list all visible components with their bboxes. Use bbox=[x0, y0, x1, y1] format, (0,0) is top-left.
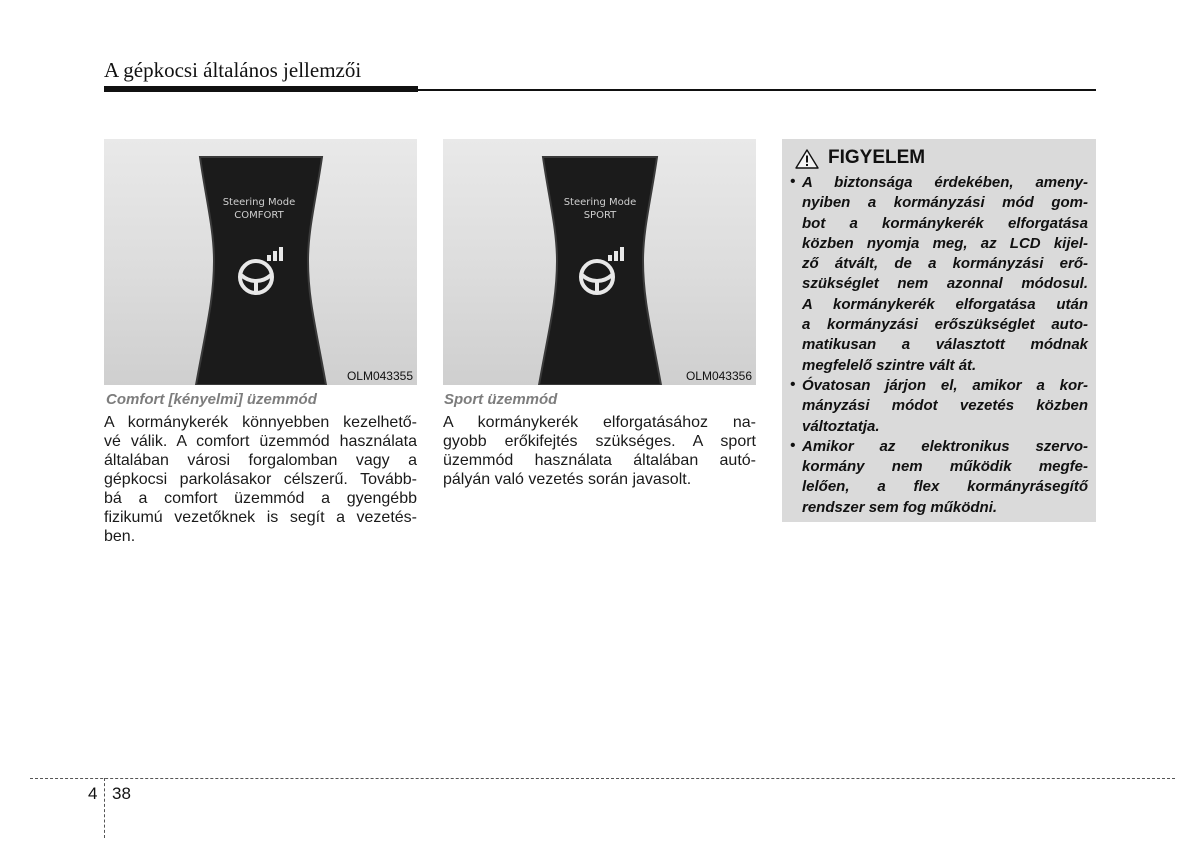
sport-display-label-1: Steering Mode bbox=[563, 197, 637, 208]
chapter-number: 4 bbox=[88, 784, 98, 803]
header-rule-thick bbox=[104, 86, 418, 92]
warning-list bbox=[790, 173, 1088, 518]
warning-item: • Amikor az elektronikus szervo- kormány nem működik megfe- lelően, a flex kormányrásegítő rendszer sem fog működni. bbox=[790, 436, 1088, 516]
warning-item: • Óvatosan járjon el, amikor a kor- mányzási módot vezetés közben változtatja. bbox=[790, 375, 1088, 435]
page-number: 38 bbox=[112, 784, 131, 803]
comfort-body-text: A kormánykerék könnyebben kezelhető- vé válik. A comfort üzemmód használata általában városi forgalomban vagy a gépkocsi parkolásakor célszerű. Tovább- bá a comfort üzemmód a gyengébb fizikumú vezetőknek is segít a vezetés- ben. bbox=[104, 414, 417, 545]
warning-triangle-icon bbox=[794, 148, 820, 170]
warning-title: FIGYELEM bbox=[828, 147, 926, 168]
sport-caption: Sport üzemmód bbox=[444, 391, 558, 408]
sport-mode-photo bbox=[443, 139, 756, 385]
header-rule-thin bbox=[418, 89, 1096, 91]
warning-box bbox=[782, 139, 1096, 522]
comfort-display-label-1: Steering Mode bbox=[222, 197, 296, 208]
warning-item: • A biztonsága érdekében, ameny- nyiben a kormányzási mód gom- bot a kormánykerék elforgatása közben nyomja meg, az LCD kijel- ző átvált, de a kormányzási erő- szükséglet nem azonnal módosul. A kormánykerék elforgatása után a kormányzási erőszükséglet auto- matikusan a választott módnak megfelelő szintre vált át. bbox=[790, 173, 1088, 374]
footer-vertical-rule bbox=[104, 778, 105, 838]
comfort-caption: Comfort [kényelmi] üzemmód bbox=[106, 391, 317, 408]
sport-display-label-2: SPORT bbox=[583, 210, 617, 221]
comfort-image-code: OLM043355 bbox=[346, 369, 413, 383]
comfort-display-label-2: COMFORT bbox=[234, 210, 284, 221]
sport-body-text: A kormánykerék elforgatásához na- gyobb erőkifejtés szükséges. A sport üzemmód használata általában autó- pályán való vezetés során javasolt. bbox=[443, 414, 756, 488]
footer-dashed-rule bbox=[30, 778, 1175, 779]
comfort-mode-photo bbox=[104, 139, 417, 385]
sport-image-code: OLM043356 bbox=[685, 369, 752, 383]
page-header-title: A gépkocsi általános jellemzői bbox=[104, 58, 362, 82]
